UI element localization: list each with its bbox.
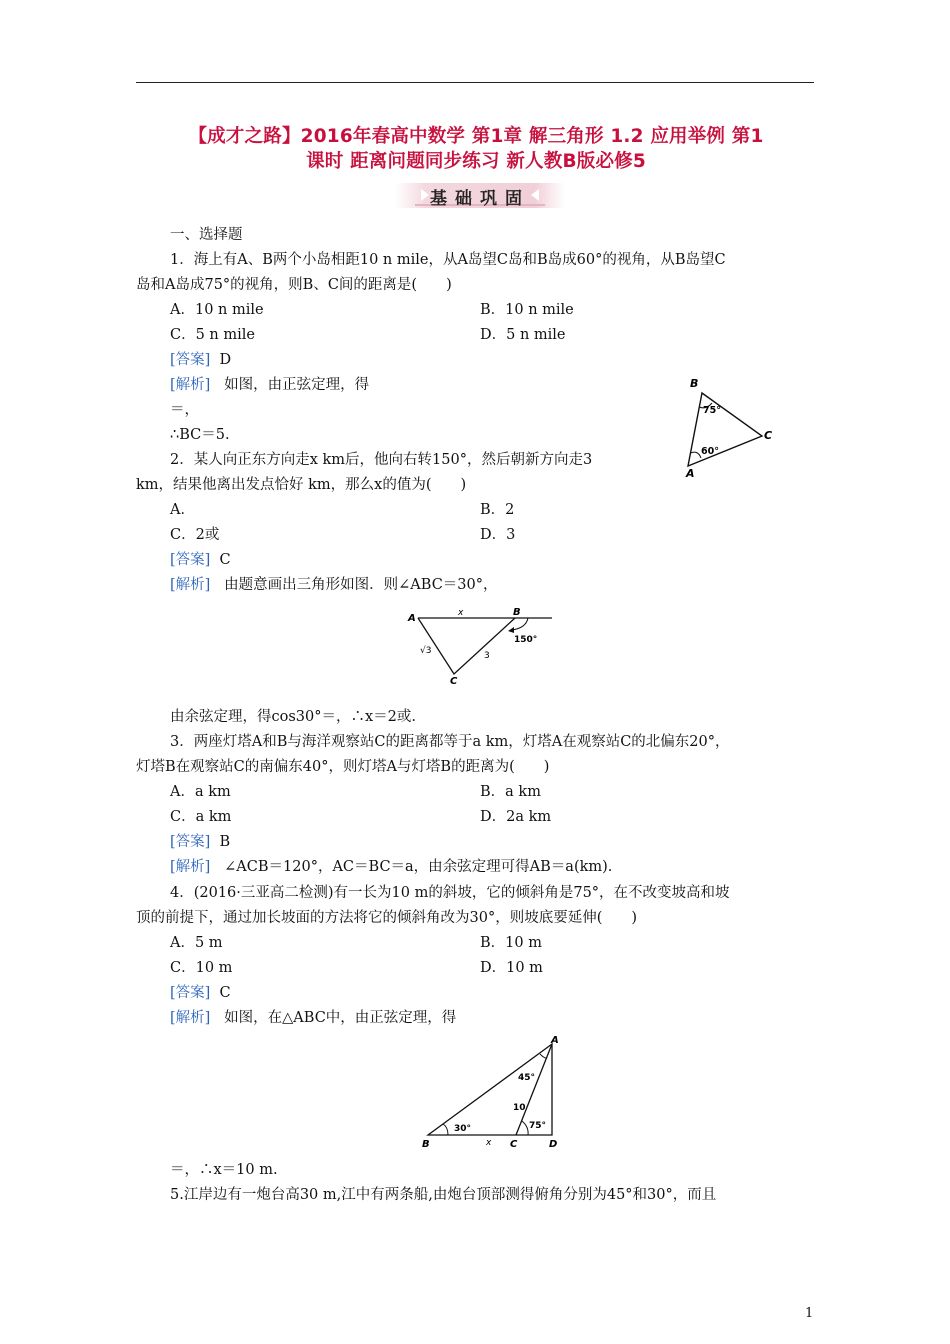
section-heading: 一、选择题 — [170, 227, 243, 243]
q1-analysis — [170, 375, 369, 395]
q2-option-a: A． — [170, 502, 195, 518]
q4-angle-c-arc — [522, 1121, 528, 1135]
analysis-tag: [解析] — [170, 577, 211, 593]
q2-answer — [170, 550, 231, 570]
answer-tag: [答案] — [170, 352, 211, 368]
q3-option-b: B．a km — [480, 784, 541, 800]
answer-tag: [答案] — [170, 552, 211, 568]
analysis-text: 如图，在△ABC中，由正弦定理，得 — [224, 1010, 457, 1026]
title-line-2: 课时 距离问题同步练习 新人教B版必修5 — [306, 151, 646, 172]
q5-stem-line-1: 5.江岸边有一炮台高30 m,江中有两条船,由炮台顶部测得俯角分别为45°和30°，而且 — [170, 1187, 717, 1203]
q4-triangle-figure — [418, 1034, 568, 1152]
q4-angle-b-arc — [443, 1124, 448, 1135]
q4-option-b: B．10 m — [480, 935, 542, 951]
q2-option-c: C．2或 — [170, 527, 220, 543]
q1-option-a: A．10 n mile — [170, 302, 264, 318]
answer-tag: [答案] — [170, 985, 211, 1001]
q1-label-a: A — [686, 467, 695, 480]
q2-turn-arrow-icon — [508, 627, 514, 633]
q2-side-label: 3 — [484, 651, 490, 661]
q1-angle-a-label: 60° — [701, 446, 719, 457]
q1-result: ∴BC＝5. — [170, 427, 230, 443]
q4-conclusion: ＝，∴x＝10 m. — [170, 1162, 278, 1178]
q2-label-b: B — [513, 607, 521, 618]
answer-value: C — [219, 552, 231, 568]
answer-value: B — [219, 834, 231, 850]
analysis-text: ∠ACB＝120°，AC＝BC＝a，由余弦定理可得AB＝a(km). — [224, 859, 613, 875]
q1-equation: ＝， — [170, 402, 199, 418]
page-title — [136, 124, 816, 174]
analysis-text: 如图，由正弦定理，得 — [224, 377, 370, 393]
q4-analysis — [170, 1008, 456, 1028]
q1-angle-b-label: 75° — [703, 405, 721, 416]
page-number: 1 — [805, 1306, 814, 1321]
q4-angle-45-label: 45° — [518, 1073, 536, 1083]
q2-stem-line-1: 2．某人向正东方向走x km后，他向右转150°，然后朝新方向走3 — [170, 452, 593, 468]
q4-label-b: B — [422, 1139, 430, 1150]
section-banner — [395, 183, 565, 208]
q2-turn-arc — [512, 618, 528, 630]
q4-label-d: D — [549, 1139, 558, 1150]
q1-label-c: C — [764, 429, 773, 442]
q2-label-x: x — [458, 608, 464, 618]
q3-stem-line-1: 3．两座灯塔A和B与海洋观察站C的距离都等于a km，灯塔A在观察站C的北偏东20°， — [170, 734, 730, 750]
q3-analysis — [170, 857, 612, 877]
q3-stem-line-2: 灯塔B在观察站C的南偏东40°，则灯塔A与灯塔B的距离为( ) — [136, 759, 550, 775]
q4-option-a: A．5 m — [170, 935, 223, 951]
q1-stem-line-2: 岛和A岛成75°的视角，则B、C间的距离是( ) — [136, 277, 452, 293]
q1-label-b: B — [690, 377, 699, 390]
answer-tag: [答案] — [170, 834, 211, 850]
q2-angle-label: 150° — [514, 635, 538, 645]
q2-option-d: D．3 — [480, 527, 516, 543]
q1-answer — [170, 350, 231, 370]
q3-option-c: C．a km — [170, 809, 232, 825]
q1-stem-line-1: 1．海上有A、B两个小岛相距10 n mile，从A岛望C岛和B岛成60°的视角，从B岛望C — [170, 252, 726, 268]
q4-label-c: C — [510, 1139, 518, 1150]
analysis-tag: [解析] — [170, 1010, 211, 1026]
analysis-text: 由题意画出三角形如图．则∠ABC＝30°， — [224, 577, 498, 593]
header-rule — [136, 82, 814, 83]
q2-option-b: B．2 — [480, 502, 515, 518]
q4-answer — [170, 983, 231, 1003]
q3-answer — [170, 832, 230, 852]
q4-angle-75-label: 75° — [529, 1121, 547, 1131]
q2-label-a: A — [408, 613, 416, 624]
analysis-tag: [解析] — [170, 859, 211, 875]
q1-angle-a-arc — [691, 452, 702, 458]
q4-label-a: A — [551, 1035, 559, 1046]
q2-triangle-figure — [402, 604, 562, 686]
q2-conclusion: 由余弦定理，得cos30°＝，∴x＝2或. — [170, 709, 417, 725]
q1-option-c: C．5 n mile — [170, 327, 255, 343]
q3-option-a: A．a km — [170, 784, 231, 800]
q4-label-x: x — [486, 1138, 492, 1148]
q4-option-d: D．10 m — [480, 960, 543, 976]
q3-option-d: D．2a km — [480, 809, 552, 825]
answer-value: C — [219, 985, 231, 1001]
q1-triangle-figure — [684, 376, 784, 480]
q4-option-c: C．10 m — [170, 960, 233, 976]
q2-label-c: C — [450, 676, 458, 686]
answer-value: D — [219, 352, 232, 368]
q4-angle-30-label: 30° — [454, 1124, 472, 1134]
q4-stem-line-2: 顶的前提下，通过加长坡面的方法将它的倾斜角改为30°，则坡底要延伸( ) — [136, 910, 638, 926]
q1-option-d: D．5 n mile — [480, 327, 566, 343]
q4-side-label: 10 — [513, 1103, 526, 1113]
banner-label: 基础巩固 — [430, 189, 530, 209]
q2-triangle — [418, 618, 515, 674]
q1-option-b: B．10 n mile — [480, 302, 574, 318]
analysis-tag: [解析] — [170, 377, 211, 393]
q2-stem-line-2: km，结果他离出发点恰好 km，那么x的值为( ) — [136, 477, 467, 493]
title-line-1: 【成才之路】2016年春高中数学 第1章 解三角形 1.2 应用举例 第1 — [188, 126, 764, 147]
q4-stem-line-1: 4．(2016·三亚高二检测)有一长为10 m的斜坡，它的倾斜角是75°，在不改变坡高和坡 — [170, 885, 730, 901]
q2-sqrt-label: √3 — [420, 646, 432, 656]
q2-analysis — [170, 575, 498, 595]
